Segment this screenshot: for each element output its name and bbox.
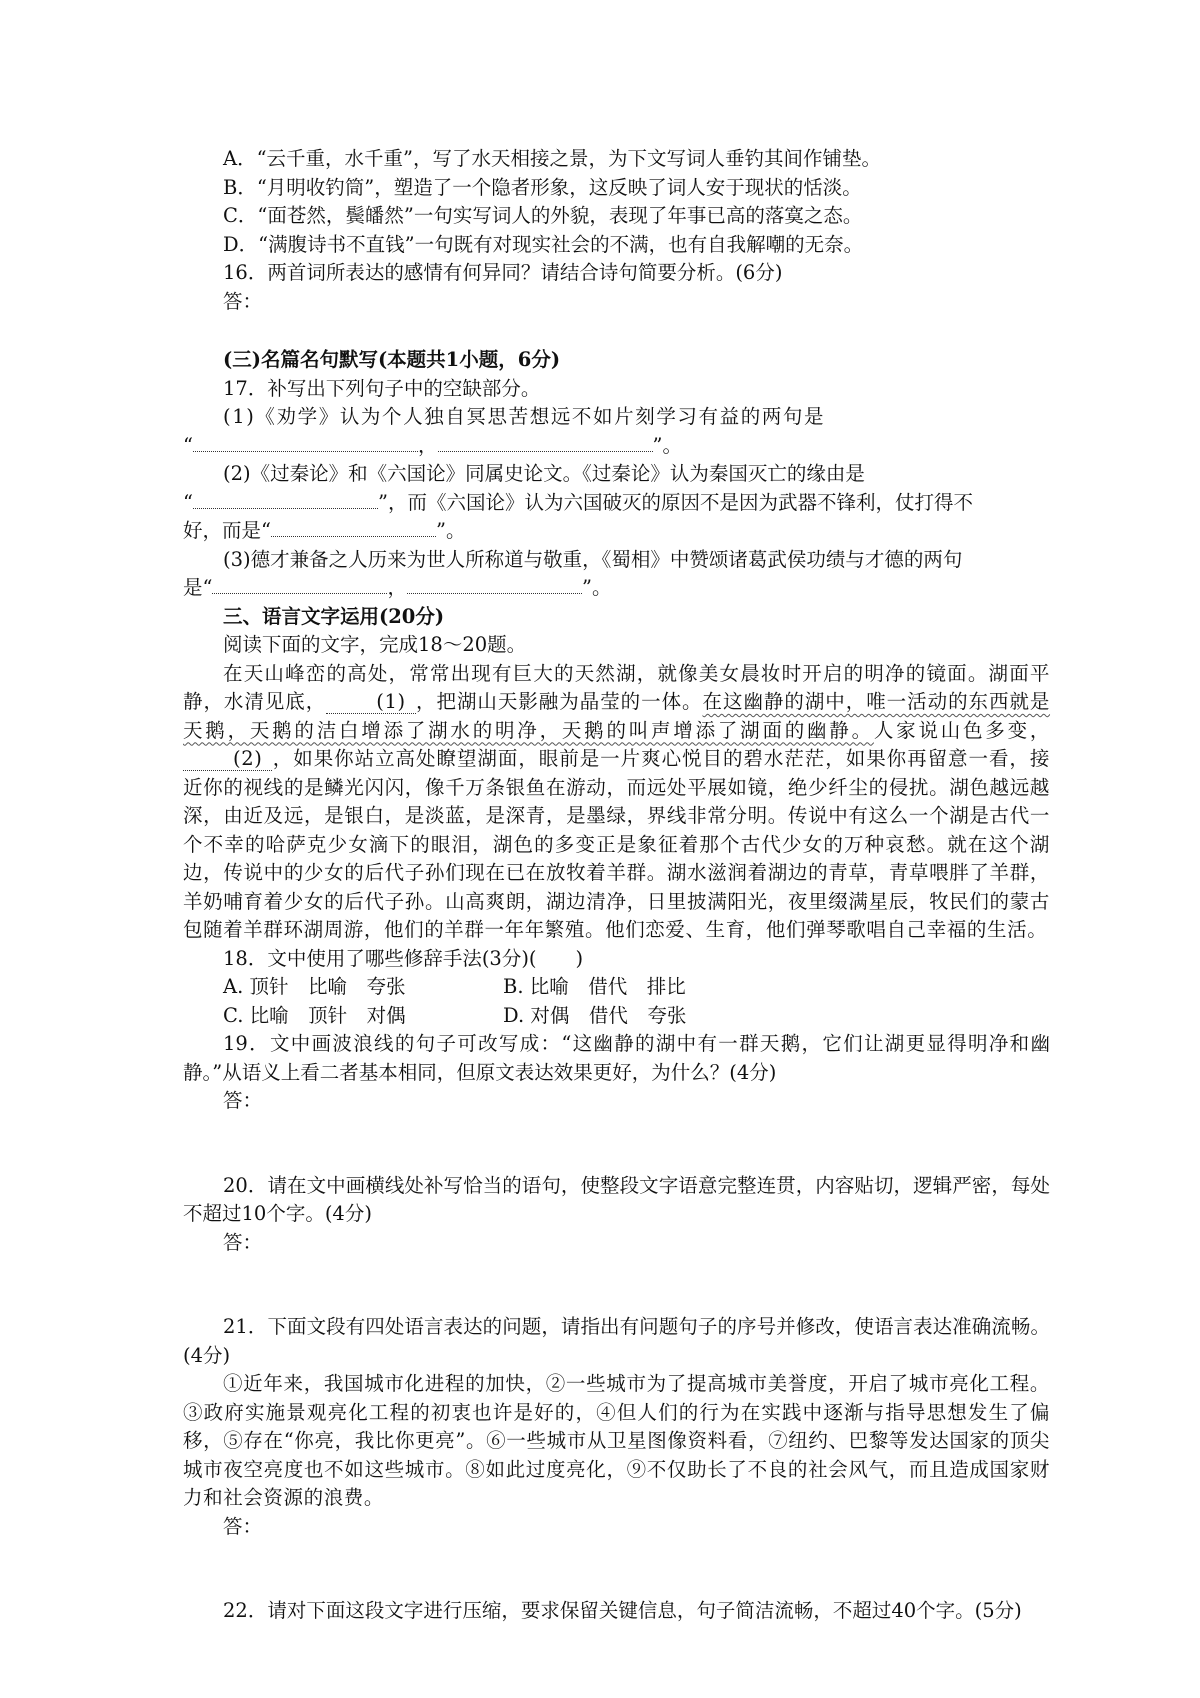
passage-blank-2[interactable]: (2) xyxy=(183,748,272,771)
q17-stem: 17．补写出下列句子中的空缺部分。 xyxy=(223,376,541,400)
q15-option-b: B．“月明收钓筒”，塑造了一个隐者形象，这反映了词人安于现状的恬淡。 xyxy=(223,175,862,199)
q15-option-a: A．“云千重，水千重”，写了水天相接之景，为下文写词人垂钓其间作铺垫。 xyxy=(223,147,882,170)
q17-item2-line3: 好，而是“ ”。 xyxy=(183,519,466,542)
q17-blank-6[interactable] xyxy=(407,575,582,594)
q18-option-b: B. 比喻 借代 排比 xyxy=(503,975,686,998)
q21-stem: 21．下面文段有四处语言表达的问题，请指出有问题句子的序号并修改，使语言表达准确流畅。(4分) xyxy=(183,1315,1050,1367)
q18-options-row1 xyxy=(183,973,1050,1002)
q18-option-a: A. 顶针 比喻 夸张 xyxy=(223,975,406,998)
q17-blank-1[interactable] xyxy=(193,433,418,452)
q15-option-d: D．“满腹诗书不直钱”一句既有对现实社会的不满，也有自我解嘲的无奈。 xyxy=(223,232,864,256)
q20-stem: 20．请在文中画横线处补写恰当的语句，使整段文字语意完整连贯，内容贴切，逻辑严密，每处不超过10个字。(4分) xyxy=(183,1173,1050,1225)
wavy-underlined-sentence: 在这幽静的湖中，唯一活动的东西就是天鹅，天鹅的洁白增添了湖水的明净，天鹅的叫声增添了湖面的幽静。 xyxy=(183,690,1051,742)
part3-title: 三、语言文字运用(20分) xyxy=(223,604,445,628)
q17-blank-2[interactable] xyxy=(438,433,653,452)
q17-blank-3[interactable] xyxy=(193,490,378,509)
reading-intro: 阅读下面的文字，完成18～20题。 xyxy=(223,633,527,656)
q22-stem: 22．请对下面这段文字进行压缩，要求保留关键信息，句子简洁流畅，不超过40个字。(5分) xyxy=(223,1599,1022,1622)
passage-blank-1[interactable]: (1) xyxy=(326,691,415,714)
q17-item2-line2: “ ”，而《六国论》认为六国破灭的原因不是因为武器不锋利，仗打得不 xyxy=(183,490,973,514)
q18-option-d: D. 对偶 借代 夸张 xyxy=(503,1003,687,1027)
q17-item1-line1: (1)《劝学》认为个人独自冥思苦想远不如片刻学习有益的两句是 xyxy=(223,405,826,428)
reading-passage: 在天山峰峦的高处，常常出现有巨大的天然湖，就像美女晨妆时开启的明净的镜面。湖面平静，水清见底， (1) ，把湖山天影融为晶莹的一体。在这幽静的湖中，唯一活动的东西就是天鹅，天鹅的洁白增添了湖水的明净，天鹅的叫声增添了湖面的幽静。人家说山色多变，(2) ，如果你站立高处瞭望湖面，眼前是一片爽心悦目的碧水茫茫，如果你再留意一看，接近你的视线的是鳞光闪闪，像千万条银鱼在游动，而远处平展如镜，绝少纤尘的侵扰。湖色越远越深，由近及远，是银白，是淡蓝，是深青，是墨绿，界线非常分明。传说中有这么一个湖是古代一个不幸的哈萨克少女滴下的眼泪，湖色的多变正是象征着那个古代少女的万种哀愁。就在这个湖边，传说中的少女的后代子孙们现在已在放牧着羊群。湖水滋润着湖边的青草，青草喂胖了羊群，羊奶哺育着少女的后代子孙。山高爽朗，湖边清净，日里披满阳光，夜里缀满星辰，牧民们的蒙古包随着羊群环湖周游，他们的羊群一年年繁殖。他们恋爱、生育，他们弹琴歌唱自己幸福的生活。 xyxy=(183,661,1051,941)
q15-option-c: C．“面苍然，鬓皤然”一句实写词人的外貌，表现了年事已高的落寞之态。 xyxy=(223,204,863,227)
q17-blank-5[interactable] xyxy=(212,575,387,594)
q17-item2-line1: (2)《过秦论》和《六国论》同属史论文。《过秦论》认为秦国灭亡的缘由是 xyxy=(223,462,865,485)
q19-stem: 19．文中画波浪线的句子可改写成：“这幽静的湖中有一群天鹅，它们让湖更显得明净和幽静。”从语义上看二者基本相同，但原文表达效果更好，为什么？(4分) xyxy=(183,1032,1050,1084)
q21-text: ①近年来，我国城市化进程的加快，②一些城市为了提高城市美誉度，开启了城市亮化工程。③政府实施景观亮化工程的初衷也许是好的，④但人们的行为在实践中逐渐与指导思想发生了偏移，⑤存在“你亮，我比你更亮”。⑥一些城市从卫星图像资料看，⑦纽约、巴黎等发达国家的顶尖城市夜空亮度也不如这些城市。⑧如此过度亮化，⑨不仅助长了不良的社会风气，而且造成国家财力和社会资源的浪费。 xyxy=(183,1372,1050,1509)
q16-answer-label: 答： xyxy=(223,289,263,313)
q17-item1-line2: “ ， ”。 xyxy=(183,433,682,457)
q17-blank-4[interactable] xyxy=(271,518,436,537)
q16-stem: 16．两首词所表达的感情有何异同？请结合诗句简要分析。(6分) xyxy=(223,261,783,284)
q18-options-row2 xyxy=(183,1002,1050,1031)
q20-answer-label: 答： xyxy=(223,1230,263,1254)
q19-answer-label: 答： xyxy=(223,1089,263,1112)
q17-item3-line2: 是“ ， ”。 xyxy=(183,576,612,599)
q18-option-c: C. 比喻 顶针 对偶 xyxy=(223,1003,406,1027)
q17-item3-line1: (3)德才兼备之人历来为世人所称道与敬重，《蜀相》中赞颂诸葛武侯功绩与才德的两句 xyxy=(223,547,963,571)
q18-stem: 18．文中使用了哪些修辞手法(3分)( ) xyxy=(223,946,584,970)
section3-title: (三)名篇名句默写(本题共1小题，6分) xyxy=(223,348,561,371)
q21-answer-label: 答： xyxy=(223,1514,263,1538)
